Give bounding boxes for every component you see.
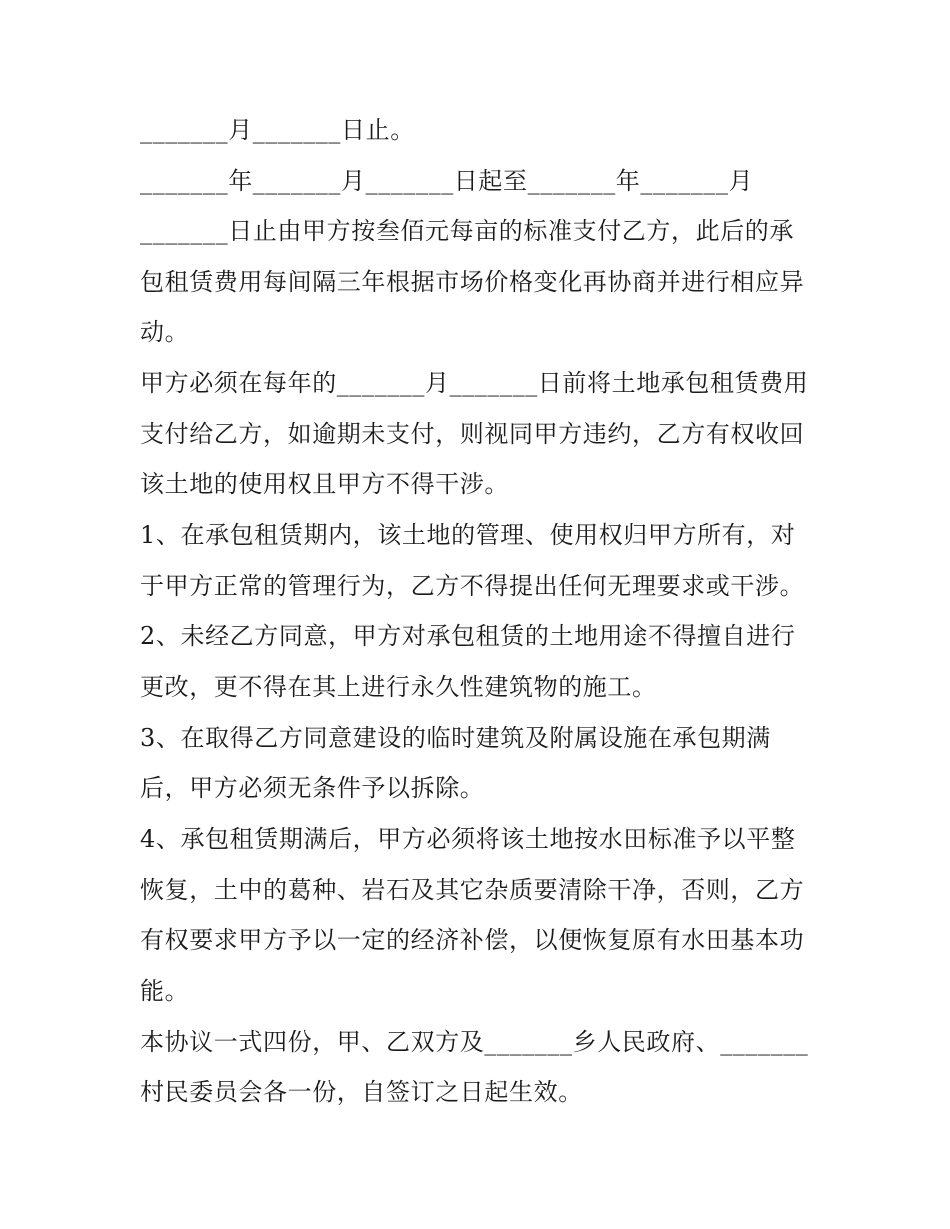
- text-line: 后，甲方必须无条件予以拆除。: [140, 774, 485, 802]
- text-line: 甲方必须在每年的_______月_______日前将土地承包租赁费用: [140, 369, 809, 397]
- text-line: 动。: [140, 318, 190, 346]
- text-line: 1、在承包租赁期内，该土地的管理、使用权归甲方所有，对: [140, 521, 796, 549]
- text-line: _______年_______月_______日起至_______年_______月: [140, 167, 754, 195]
- text-line: 3、在取得乙方同意建设的临时建筑及附属设施在承包期满: [140, 724, 771, 752]
- text-line: 该土地的使用权且甲方不得干涉。: [140, 470, 509, 498]
- text-line: 2、未经乙方同意，甲方对承包租赁的土地用途不得擅自进行: [140, 622, 796, 650]
- text-line: 有权要求甲方予以一定的经济补偿，以便恢复原有水田基本功: [140, 926, 805, 954]
- text-line: 包租赁费用每间隔三年根据市场价格变化再协商并进行相应异: [140, 268, 805, 296]
- text-line: 恢复，土中的葛种、岩石及其它杂质要清除干净，否则，乙方: [140, 876, 805, 904]
- text-line: 支付给乙方，如逾期未支付，则视同甲方违约，乙方有权收回: [140, 420, 805, 448]
- text-line: _______日止由甲方按叁佰元每亩的标准支付乙方，此后的承: [140, 217, 794, 245]
- text-line: 能。: [140, 977, 190, 1005]
- text-line: 4、承包租赁期满后，甲方必须将该土地按水田标准予以平整: [140, 825, 796, 853]
- text-line: 村民委员会各一份，自签订之日起生效。: [140, 1078, 583, 1106]
- text-line: 于甲方正常的管理行为，乙方不得提出任何无理要求或干涉。: [140, 572, 805, 600]
- text-line: 更改，更不得在其上进行永久性建筑物的施工。: [140, 673, 657, 701]
- text-line: _______月_______日止。: [140, 116, 415, 144]
- text-line: 本协议一式四份，甲、乙双方及_______乡人民政府、_______: [140, 1028, 809, 1056]
